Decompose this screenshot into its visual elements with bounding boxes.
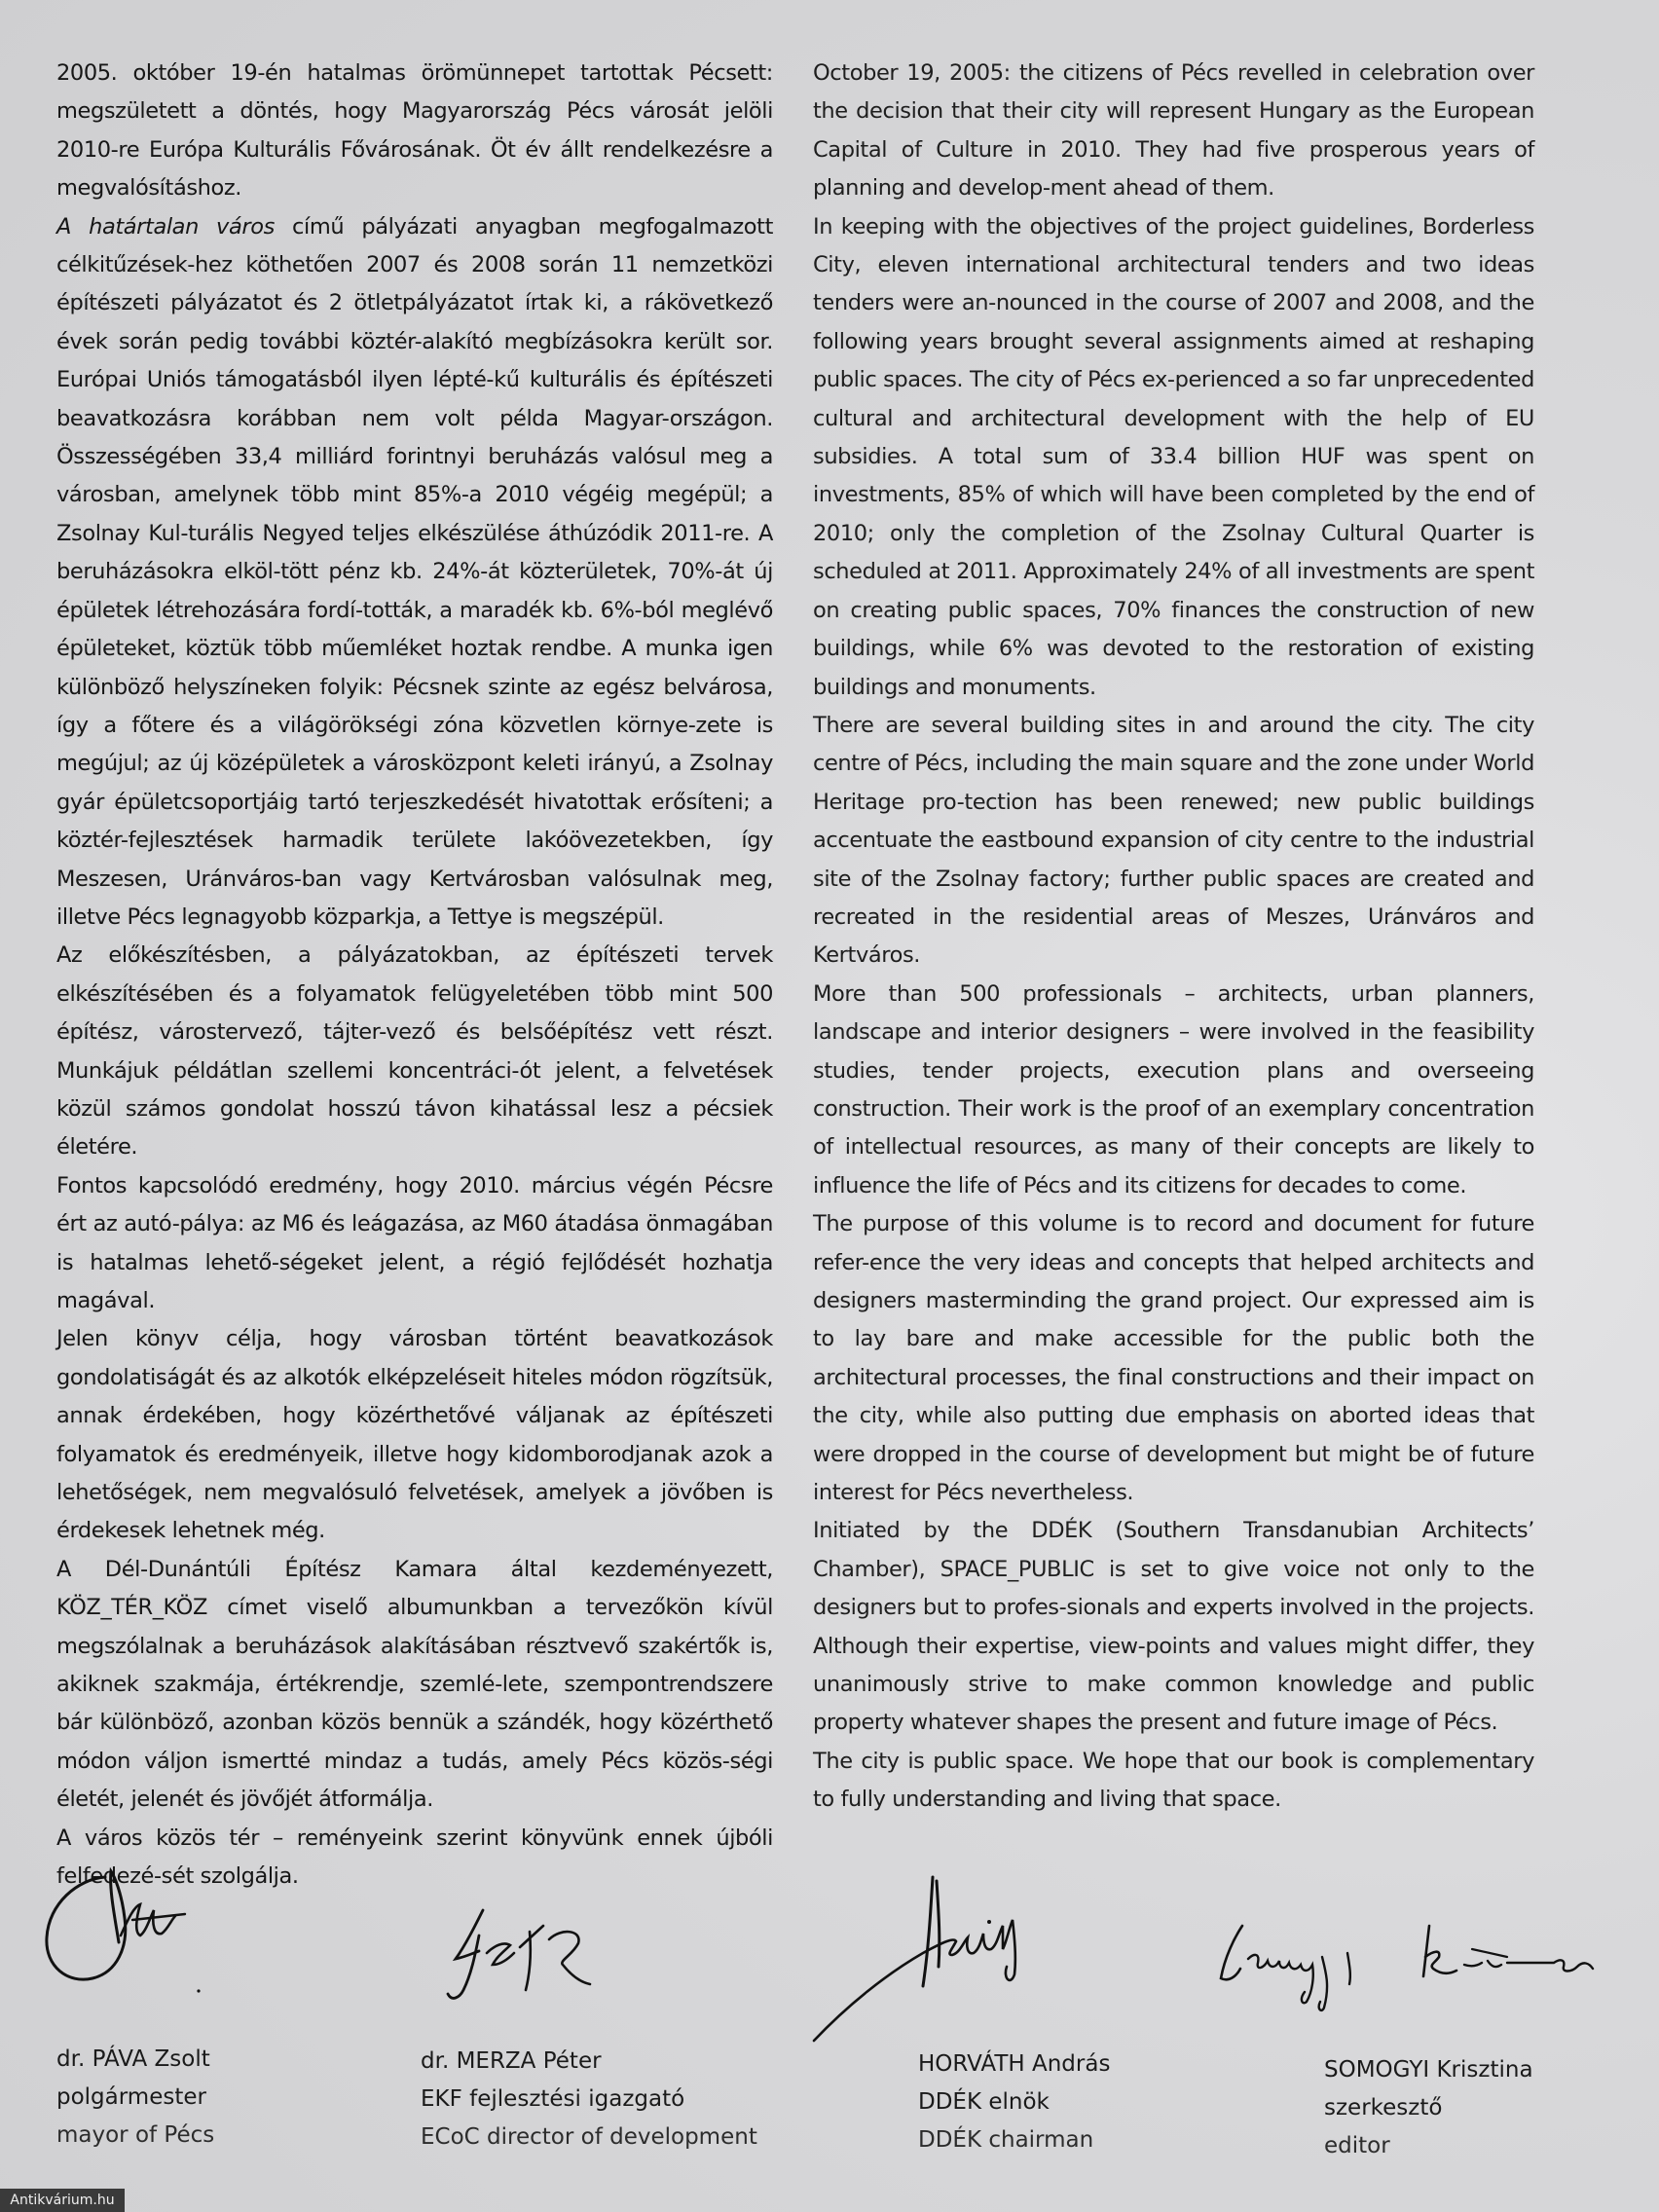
hu-paragraph-text: 2005. október 19-én hatalmas örömünnepet tartottak Pécsett: megszületett a döntés, hogy Magyarország Pécs városát jelöli 2010-re Európa Kulturális Fővárosának. Öt év állt rendelkezésre a megvalósításhoz. [56, 60, 773, 202]
signatory-title-en: DDÉK chairman [918, 2127, 1094, 2153]
signatory-name: dr. PÁVA Zsolt [56, 2046, 210, 2072]
signatory-somogyi [1324, 2051, 1533, 2165]
watermark: Antikvárium.hu [0, 2189, 125, 2212]
signatory-name: dr. MERZA Péter [421, 2048, 602, 2074]
hungarian-text-column [56, 55, 773, 1897]
signatory-title-hu: EKF fejlesztési igazgató [421, 2086, 685, 2112]
signatory-name: HORVÁTH András [918, 2051, 1111, 2077]
signature-somogyi [1215, 1918, 1604, 2025]
hu-paragraph [56, 937, 773, 1166]
en-paragraph: Initiated by the DDÉK (Southern Transdanubian Architects’ Chamber), SPACE_PUBLIC is set to give voice not only to the designers but to profes-sionals and experts involved in the projects. Although their expertise, view-points and values might differ, they unanimously strive to make common knowledge and public property whatever shapes the present and future image of Pécs. [813, 1518, 1534, 1736]
signatory-title-hu: szerkesztő [1324, 2095, 1443, 2120]
hu-paragraph-text: Az előkészítésben, a pályázatokban, az építészeti tervek elkészítésében és a folyamatok felügyeletében több mint 500 építész, várostervező, tájter-vező és belsőépítész vett részt. Munkájuk példátlan szellemi koncentráci-ót jelent, a felvetések közül számos gondolat hosszú távon kihatással lesz a pécsiek életére. [56, 942, 773, 1161]
hu-paragraph-text: Fontos kapcsolódó eredmény, hogy 2010. március végén Pécsre ért az autó-pálya: az M6 és leágazása, az M60 átadása önmagában is hatalmas lehető-ségeket jelent, a régió fejlődését hozhatja magával. [56, 1172, 773, 1313]
hu-paragraph-text: A város közös tér – reményeink szerint könyvünk ennek újbóli felfedezé-sét szolgálja. [56, 1825, 773, 1890]
hu-paragraph [56, 1320, 773, 1550]
signatory-title-hu: DDÉK elnök [918, 2089, 1050, 2115]
en-paragraph: The purpose of this volume is to record and document for future refer-ence the very ideas and concepts that helped architects and designers masterminding the grand project. Our expressed aim is to lay bare and make accessible for the public both the architectural processes, the final constructions and their impact on the city, while also putting due emphasis on aborted ideas that were dropped in the course of development but might be of future interest for Pécs nevertheless. [813, 1211, 1534, 1506]
signatory-pava [56, 2041, 214, 2155]
en-paragraph: In keeping with the objectives of the project guidelines, Borderless City, eleven international architectural tenders and two ideas tenders were an-nounced in the course of 2007 and 2008, and the following years brought several assignments aimed at reshaping public spaces. The city of Pécs ex-perienced a so far unprecedented cultural and architectural development with the help of EU subsidies. A total sum of 33.4 billion HUF was spent on investments, 85% of which will have been completed by the end of 2010; only the completion of the Zsolnay Cultural Quarter is scheduled at 2011. Approximately 24% of all investments are spent on creating public spaces, 70% finances the construction of new buildings, while 6% was devoted to the restoration of existing buildings and monuments. [813, 213, 1534, 700]
signature-horvath [808, 1869, 1061, 2045]
hu-paragraph-text: című pályázati anyagban megfogalmazott célkitűzések-hez köthetően 2007 és 2008 során 11 nemzetközi építészeti pályázatot és 2 ötletpályázatot írtak ki, a rákövetkező évek során pedig további köztér-alakító megbízásokra került sor. Európai Uniós támogatásból ilyen lépté-kű kulturális és építészeti beavatkozásra korábban nem volt példa Magyar-országon. Összességében 33,4 milliárd forintnyi beruházás valósul meg a városban, amelynek több mint 85%-a 2010 végéig megépül; a Zsolnay Kul-turális Negyed teljes elkészülése áthúzódik 2011-re. A beruházásokra elköl-tött pénz kb. 24%-át közterületek, 70%-át új épületek létrehozására fordí-tották, a maradék kb. 6%-ból meglévő épületeket, köztük több műemléket hoztak rendbe. A munka igen különböző helyszíneken folyik: Pécsnek szinte az egész belvárosa, így a főtere és a világörökségi zóna közvetlen környe-zete is megújul; az új középületek a városközpont keleti irányú, a Zsolnay gyár épületcsoportjáig tartó terjeszkedését hivatottak erősíteni; a köztér-fejlesztések harmadik területe lakóövezetekben, így Meszesen, Uránváros-ban vagy Kertvárosban valósulnak meg, illetve Pécs legnagyobb közparkja, a Tettye is megszépül. [56, 213, 773, 930]
signatory-title-en: mayor of Pécs [56, 2122, 215, 2148]
signatory-name: SOMOGYI Krisztina [1324, 2057, 1533, 2083]
en-paragraph: There are several building sites in and around the city. The city centre of Pécs, including the main square and the zone under World Heritage pro-tection has been renewed; new public buildings accentuate the eastbound expansion of city centre to the industrial site of the Zsolnay factory; further public spaces are created and recreated in the residential areas of Meszes, Uránváros and Kertváros. [813, 712, 1534, 969]
hu-paragraph [56, 208, 773, 938]
english-text-column [813, 55, 1534, 1820]
signature-merza [436, 1897, 602, 2013]
signatory-title-en: editor [1324, 2133, 1390, 2158]
hu-paragraph-lead: A határtalan város [56, 213, 275, 240]
signatory-horvath [918, 2046, 1110, 2159]
hu-paragraph [56, 1551, 773, 1820]
signature-pava [39, 1860, 214, 2006]
hu-paragraph-text: Jelen könyv célja, hogy városban történt beavatkozások gondolatiságát és az alkotók elképzeléseit hiteles módon rögzítsük, annak érdekében, hogy közérthetővé váljanak az építészeti folyamatok és eredményeik, illetve hogy kidomborodjanak azok a lehetőségek, nem megvalósuló felvetések, amelyek a jövőben is érdekesek lehetnek még. [56, 1326, 773, 1544]
en-paragraph: October 19, 2005: the citizens of Pécs revelled in celebration over the decision that their city will represent Hungary as the European Capital of Culture in 2010. They had five prosperous years of planning and develop-ment ahead of them. [813, 60, 1534, 202]
signatory-title-en: ECoC director of development [421, 2124, 757, 2150]
en-paragraph: More than 500 professionals – architects, urban planners, landscape and interior designers – were involved in the feasibility studies, tender projects, execution plans and overseeing construction. Their work is the proof of an exemplary concentration of intellectual resources, as many of their concepts are likely to influence the life of Pécs and its citizens for decades to come. [813, 980, 1534, 1198]
hu-paragraph [56, 55, 773, 208]
signatory-title-hu: polgármester [56, 2084, 206, 2110]
en-paragraph: The city is public space. We hope that our book is complementary to fully understanding and living that space. [813, 1748, 1534, 1813]
signatory-merza [421, 2043, 757, 2157]
hu-paragraph [56, 1167, 773, 1321]
hu-paragraph-text: A Dél-Dunántúli Építész Kamara által kezdeményezett, KÖZ_TÉR_KÖZ címet viselő albumunkban a tervezőkön kívül megszólalnak a beruházások alakításában résztvevő szakértők is, akiknek szakmája, értékrendje, szemlé-lete, szempontrendszere bár különböző, azonban közös bennük a szándék, hogy közérthető módon váljon ismertté mindaz a tudás, amely Pécs közös-ségi életét, jelenét és jövőjét átformálja. [56, 1556, 773, 1813]
